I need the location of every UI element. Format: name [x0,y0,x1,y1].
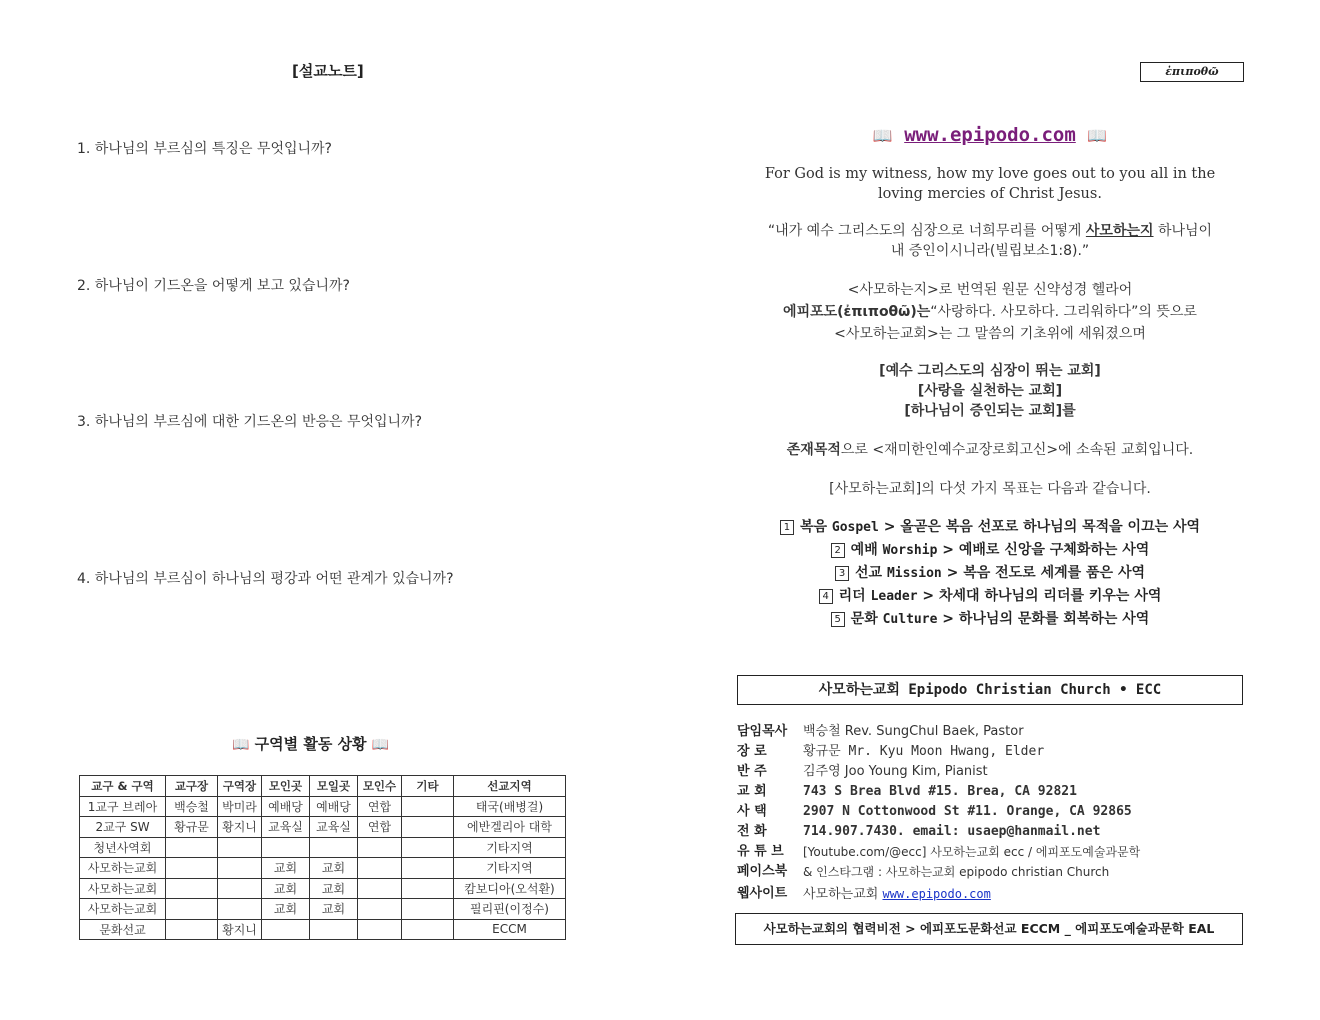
info-label: 담임목사 [737,724,788,739]
table-cell [358,878,402,899]
verse-keyword: 사모하는지 [1085,223,1154,239]
table-cell [358,858,402,879]
table-cell: 교육실 [262,817,310,838]
goal-en: Worship [882,543,938,558]
goal-en: Leader [870,589,918,604]
goal-number: 4 [819,589,833,604]
info-value: 743 S Brea Blvd #15. Brea, CA 92821 [803,784,1077,799]
table-cell: 에반겔리아 대학 [454,817,566,838]
book-icon: 📖 [872,126,893,145]
goal-number: 1 [780,520,794,535]
info-row-phone [737,822,1247,842]
goal-desc: > 올곧은 복음 선포로 하나님의 목적을 이끄는 사역 [883,519,1201,535]
info-label: 반 주 [737,764,767,779]
table-cell [262,919,310,940]
book-icon: 📖 [1087,126,1108,145]
goal-item [740,516,1240,539]
epipotho-logo: ἐπιποθῶ [1140,62,1244,82]
info-value: [Youtube.com/@ecc] 사모하는교회 ecc / 에피포도예술과문학 [803,845,1141,859]
table-cell [166,858,218,879]
goal-desc: > 차세대 하나님의 리더를 키우는 사역 [922,588,1162,604]
table-cell: 문화선교 [80,919,166,940]
goal-desc: > 하나님의 문화를 회복하는 사역 [942,611,1150,627]
header-cell: 모일곳 [310,776,358,797]
table-cell [402,878,454,899]
table-cell [166,878,218,899]
table-cell: 교회 [310,858,358,879]
header-cell: 기타 [402,776,454,797]
info-value [803,884,991,904]
table-cell: 교회 [310,899,358,920]
mission-statements [740,361,1240,421]
verse-korean-line [740,221,1240,241]
table-cell: ECCM [454,919,566,940]
table-cell: 예배당 [262,796,310,817]
website-link[interactable]: www.epipodo.com [882,887,991,901]
goal-ko: 리더 [838,588,866,604]
question-4: 4. 하나님의 부르심이 하나님의 평강과 어떤 관계가 있습니까? [77,571,454,587]
table-row [80,817,566,838]
table-cell: 교회 [262,878,310,899]
purpose-keyword: 존재목적 [786,442,841,458]
info-row-facebook [737,862,1247,882]
table-row [80,837,566,858]
goal-ko: 문화 [850,611,878,627]
table-cell: 연합 [358,817,402,838]
activity-title [232,733,389,754]
goal-ko: 복음 [799,519,827,535]
table-cell [402,899,454,920]
church-name-box: 사모하는교회 Epipodo Christian Church • ECC [737,675,1243,705]
description-line: <사모하는교회>는 그 말씀의 기초위에 세워졌으며 [834,326,1146,342]
activity-title-text: 구역별 활동 상황 [254,735,367,753]
verse-korean-line: 내 증인이시니라(빌립보소1:8).” [890,243,1090,259]
goal-number: 2 [831,543,845,558]
info-row-website [737,884,1247,904]
book-icon: 📖 [371,737,390,753]
header-cell: 선교지역 [454,776,566,797]
info-value: 2907 N Cottonwood St #11. Orange, CA 92865 [803,804,1132,819]
table-cell: 교육실 [310,817,358,838]
table-cell: 백승철 [166,796,218,817]
table-cell: 1교구 브레아 [80,796,166,817]
website-name: 사모하는교회 [803,887,883,902]
sermon-notes-title: [설교노트] [292,62,364,80]
info-label: 교 회 [737,784,767,799]
info-row-pastor [737,722,1247,742]
info-value: 황규문 Mr. Kyu Moon Hwang, Elder [803,744,1045,759]
table-cell: 교회 [262,858,310,879]
header-cell: 모인수 [358,776,402,797]
info-value: 백승철 Rev. SungChul Baek, Pastor [803,724,1024,739]
goal-number: 3 [835,566,849,581]
description-line [740,301,1240,323]
verse-text: “내가 예수 그리스도의 심장으로 너희무리를 어떻게 [767,223,1086,239]
table-cell: 연합 [358,796,402,817]
table-row [80,878,566,899]
header-cell: 모인곳 [262,776,310,797]
description-line: <사모하는지>로 번역된 원문 신약성경 헬라어 [847,282,1133,298]
table-cell: 황규문 [166,817,218,838]
header-cell: 교구장 [166,776,218,797]
table-cell: 사모하는교회 [80,858,166,879]
table-cell: 기타지역 [454,858,566,879]
church-info [737,722,1247,904]
website-heading-link[interactable]: www.epipodo.com [904,124,1076,146]
question-3: 3. 하나님의 부르심에 대한 기드온의 반응은 무엇입니까? [77,414,423,430]
table-cell [358,899,402,920]
info-row-pianist [737,762,1247,782]
info-row-church-address [737,782,1247,802]
info-row-house-address [737,802,1247,822]
verse-english [740,164,1240,204]
table-cell [218,878,262,899]
goal-item [740,562,1240,585]
goal-number: 5 [831,612,845,627]
verse-korean [740,221,1240,261]
table-cell [166,899,218,920]
mission-line: [예수 그리스도의 심장이 뛰는 교회] [879,363,1101,379]
table-row [80,919,566,940]
table-cell: 사모하는교회 [80,878,166,899]
question-2: 2. 하나님이 기드온을 어떻게 보고 있습니까? [77,278,350,294]
info-label: 전 화 [737,824,767,839]
goals-intro: [사모하는교회]의 다섯 가지 목표는 다음과 같습니다. [829,481,1151,497]
table-row [80,899,566,920]
website-heading [740,124,1240,146]
table-cell [402,919,454,940]
table-cell [402,817,454,838]
table-cell [262,837,310,858]
info-label: 장 로 [737,744,767,759]
info-value: 김주영 Joo Young Kim, Pianist [803,764,988,779]
table-cell: 예배당 [310,796,358,817]
goal-en: Gospel [831,520,879,535]
table-cell: 교회 [262,899,310,920]
table-cell [218,837,262,858]
table-cell [310,837,358,858]
table-cell [218,899,262,920]
goal-ko: 선교 [855,565,883,581]
goal-item [740,585,1240,608]
table-cell: 교회 [310,878,358,899]
table-cell [402,858,454,879]
table-cell [358,919,402,940]
book-icon: 📖 [232,737,250,753]
purpose-line [740,439,1240,461]
info-label: 웹사이트 [737,886,788,901]
church-description [740,279,1240,345]
epipotho-term: 에피포도(ἐπιποθῶ)는 [783,304,931,320]
table-row [80,796,566,817]
header-cell: 구역장 [218,776,262,797]
verse-text: 하나님이 [1153,223,1213,239]
question-1: 1. 하나님의 부르심의 특징은 무엇입니까? [77,141,332,157]
goal-desc: > 예배로 신앙을 구체화하는 사역 [942,542,1150,558]
vision-box: 사모하는교회의 협력비전 > 에피포도문화선교 ECCM _ 에피포도예술과문학 EAL [735,913,1243,945]
table-cell [402,837,454,858]
goal-desc: > 복음 전도로 세계를 품은 사역 [946,565,1145,581]
table-cell: 2교구 SW [80,817,166,838]
goals-list [740,516,1240,631]
info-row-elder [737,742,1247,762]
table-cell: 황지니 [218,817,262,838]
table-cell [358,837,402,858]
table-cell [218,858,262,879]
description-text: “사랑하다. 사모하다. 그리워하다”의 뜻으로 [930,304,1197,320]
table-cell: 박미라 [218,796,262,817]
purpose-text: 으로 <재미한인예수교장로회고신>에 소속된 교회입니다. [840,442,1194,458]
goal-item [740,539,1240,562]
table-row [80,858,566,879]
table-cell [310,919,358,940]
table-cell: 캄보디아(오석환) [454,878,566,899]
info-row-youtube [737,842,1247,862]
table-cell: 청년사역회 [80,837,166,858]
activity-table [79,775,566,940]
goal-en: Culture [882,612,938,627]
header-cell: 교구 & 구역 [80,776,166,797]
info-value: & 인스타그램 : 사모하는교회 epipodo christian Church [803,865,1110,879]
info-label: 페이스북 [737,864,788,879]
goal-en: Mission [886,566,942,581]
table-cell: 기타지역 [454,837,566,858]
goal-item [740,608,1240,631]
table-cell [166,837,218,858]
goal-ko: 예배 [850,542,878,558]
table-cell: 황지니 [218,919,262,940]
mission-line: [사랑을 실천하는 교회] [917,383,1063,399]
verse-english-line: loving mercies of Christ Jesus. [878,186,1102,202]
table-cell [166,919,218,940]
info-label: 유 튜 브 [737,844,784,859]
table-cell: 태국(배병걸) [454,796,566,817]
table-cell: 사모하는교회 [80,899,166,920]
table-cell: 필리핀(이정수) [454,899,566,920]
mission-line: [하나님이 증인되는 교회]를 [904,403,1076,419]
verse-english-line: For God is my witness, how my love goes out to you all in the [764,166,1216,182]
table-cell [402,796,454,817]
info-value: 714.907.7430. email: usaep@hanmail.net [803,824,1101,839]
table-header-row [80,776,566,797]
info-label: 사 택 [737,804,767,819]
